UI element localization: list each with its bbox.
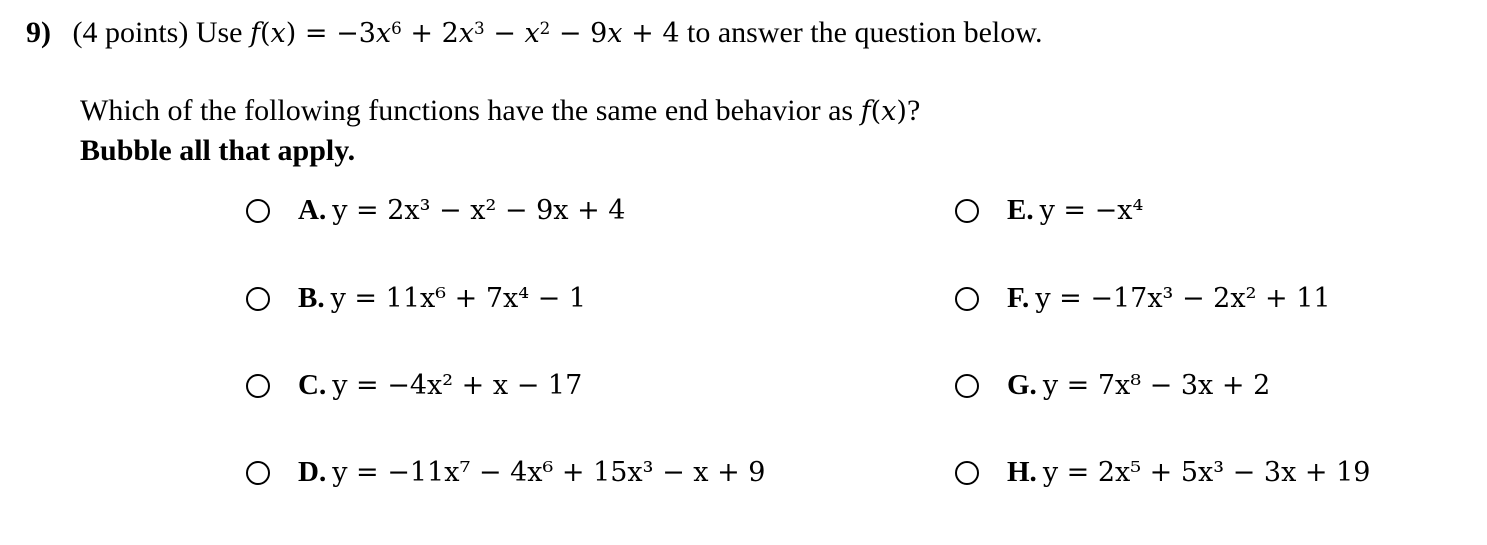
option-expression: y = −11x⁷ − 4x⁶ + 15x³ − x + 9	[332, 457, 766, 488]
option-letter: D.	[298, 456, 327, 488]
prompt-function-ref: f(x)	[860, 96, 907, 127]
option-expression: y = 2x⁵ + 5x³ − 3x + 19	[1042, 457, 1371, 488]
option-letter: F.	[1007, 282, 1030, 314]
bubble-g[interactable]	[955, 374, 979, 398]
option-g[interactable]	[955, 369, 1270, 402]
option-f[interactable]	[955, 282, 1331, 315]
bubble-b[interactable]	[246, 287, 270, 311]
question-function-expression: $f(x) = -3x^6 + 2x^3 - x^2 - 9x + 4$	[249, 18, 680, 49]
question-use-word: Use	[195, 16, 243, 49]
question-tail: to answer the question below.	[687, 16, 1043, 49]
option-a[interactable]	[246, 194, 625, 227]
option-letter: E.	[1007, 194, 1034, 226]
option-letter: H.	[1007, 456, 1037, 488]
option-letter: B.	[298, 282, 325, 314]
option-letter: A.	[298, 194, 327, 226]
bubble-f[interactable]	[955, 287, 979, 311]
bubble-d[interactable]	[246, 461, 270, 485]
question-number: 9)	[26, 16, 51, 49]
bubble-c[interactable]	[246, 374, 270, 398]
option-e[interactable]	[955, 194, 1143, 227]
option-c[interactable]	[246, 369, 582, 402]
prompt-end: ?	[906, 94, 921, 127]
option-expression: y = 7x⁸ − 3x + 2	[1042, 370, 1271, 401]
prompt-text: Which of the following functions have the same end behavior as	[80, 94, 854, 127]
option-h[interactable]	[955, 456, 1370, 489]
instruction: Bubble all that apply.	[80, 134, 356, 167]
option-expression: y = 2x³ − x² − 9x + 4	[332, 195, 626, 226]
option-b[interactable]	[246, 282, 586, 315]
question-points: (4 points)	[72, 16, 189, 49]
prompt	[80, 94, 920, 128]
option-expression: y = −x⁴	[1039, 195, 1144, 226]
option-letter: G.	[1007, 369, 1037, 401]
bubble-h[interactable]	[955, 461, 979, 485]
option-expression: y = 11x⁶ + 7x⁴ − 1	[330, 283, 587, 314]
bubble-a[interactable]	[246, 199, 270, 223]
option-d[interactable]	[246, 456, 765, 489]
bubble-e[interactable]	[955, 199, 979, 223]
option-letter: C.	[298, 369, 327, 401]
option-expression: y = −17x³ − 2x² + 11	[1035, 283, 1331, 314]
option-expression: y = −4x² + x − 17	[332, 370, 583, 401]
question-header	[26, 16, 1042, 50]
